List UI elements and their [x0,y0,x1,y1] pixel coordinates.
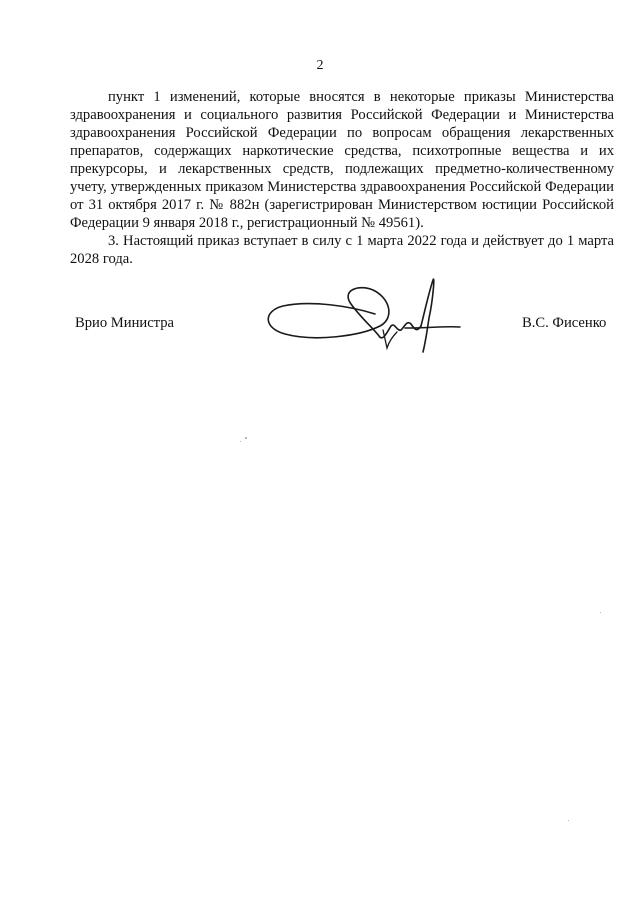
scan-speck [600,612,601,613]
page-number: 2 [316,58,324,73]
scan-speck [245,437,247,439]
signer-name: В.С. Фисенко [522,315,607,331]
scan-speck [568,820,569,821]
paragraph-effective-date: 3. Настоящий приказ вступает в силу с 1 марта 2022 года и действует до 1 марта 2028 года. [70,233,614,267]
signer-title: Врио Министра [75,315,174,331]
body-text [70,88,614,268]
scan-speck [240,441,241,442]
handwritten-signature [255,270,470,355]
paragraph-continued: пункт 1 изменений, которые вносятся в некоторые приказы Министерства здравоохранения и социального развития Российской Федерации и Министерства здравоохранения Российской Федерации по вопросам обращения лекарственных препаратов, содержащих наркотические средства, психотропные вещества и их прекурсоры, и лекарственных средств, подлежащих предметно-количественному учету, утвержденных приказом Министерства здравоохранения Российской Федерации от 31 октября 2017 г. № 882н (зарегистрирован Министерством юстиции Российской Федерации 9 января 2018 г., регистрационный № 49561). [70,89,614,231]
